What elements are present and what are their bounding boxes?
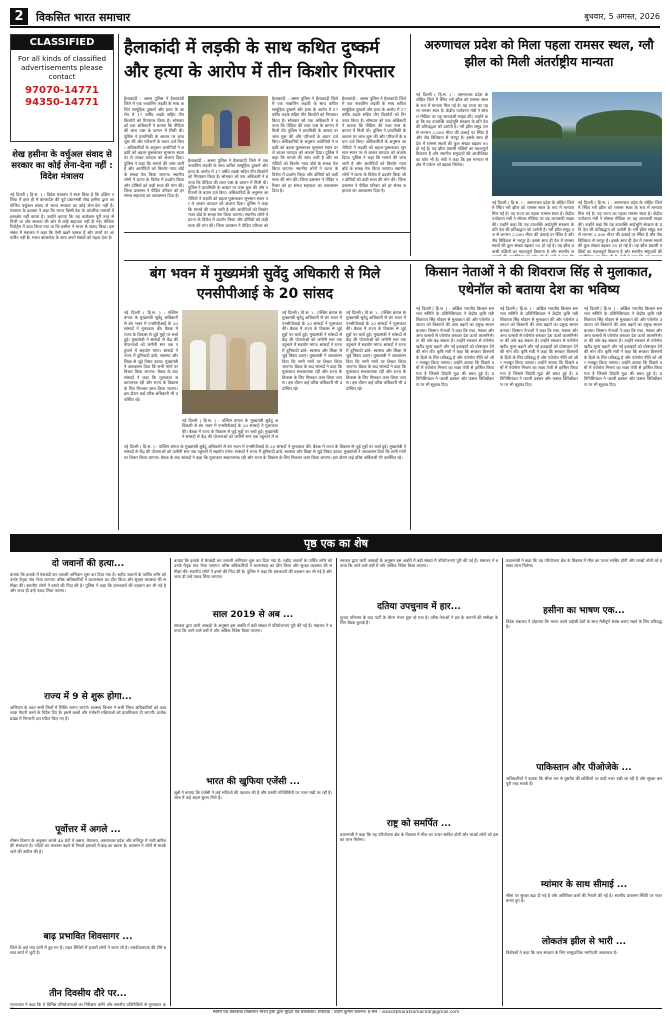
farmers-body-3: नई दिल्ली ( हि.स. ) : अखिल भारतीय किसान समन्वय समिति के प्रतिनिधिमंडल ने केंद्रीय कृषि मंत्री शिवराज सिंह चौहान से मुलाकात की और एथेनॉल उत्पादन को किसानों की आय बढ़ाने का प्रमुख साधन बताया। किसान नेताओं ने कहा कि गन्ना, मक्का और अन्य फसलों से एथेनॉल बनाकर देश ऊर्जा आत्मनिर्भरता की ओर बढ़ सकता है। उन्होंने सरकार से एथेनॉल खरीद मूल्य बढ़ाने और नई इकाइयों को प्रोत्साहन देने की मांग की। कृषि मंत्री ने कहा कि सरकार किसानों के हितों के लिए प्रतिबद्ध है और एथेनॉल नीति को और मजबूत किया जाएगा। उन्होंने बताया कि पिछले वर्षों में एथेनॉल मिश्रण का लक्ष्य तेजी से हासिल किया गया है जिससे विदेशी मुद्रा की बचत हुई है। प्रतिनिधिमंडल ने पराली प्रबंधन और फसल विविधीकरण पर भी सुझाव दिए। (584, 306, 662, 387)
column-rule (118, 34, 119, 530)
continuation-title: बाढ़ प्रभावित शिवसागर ... (43, 932, 133, 942)
left-story-headline: शेख हसीना के वर्चुअल संवाद से सरकार का कोई लेना-देना नहीं : विदेश मंत्रालय (11, 150, 113, 182)
continuation-title: राज्य में 9 से शुरू होगा... (44, 692, 132, 702)
issue-date: बुधवार, 5 अगस्त, 2026 (584, 12, 660, 21)
bengal-body: नई दिल्ली ( हि.स. ) : पश्चिम बंगाल के मुख्यमंत्री सुवेंदु अधिकारी से बंग भवन में एनसीपीआई के 20 सांसदों ने मुलाकात की। बैठक में राज्य के विकास से जुड़े मुद्दों पर चर्चा हुई। मुख्यमंत्री ने सांसदों से केंद्र की योजनाओं को जमीनी स्तर तक पहुंचाने में सहयोग मांगा। सांसदों ने राज्य में बुनियादी ढांचे, स्वास्थ्य और शिक्षा से जुड़े विषय उठाए। मुख्यमंत्री ने आश्वासन दिया कि सभी मांगों पर विचार किया जाएगा। बैठक के बाद सांसदों ने कहा कि मुलाकात सकारात्मक रही और राज्य के विकास के लिए मिलकर काम किया जाएगा। इस दौरान कई वरिष्ठ अधिकारी भी उपस्थित रहे। (124, 310, 178, 402)
continuation-body: अधिकारियों ने बताया कि सीमा पार से घुसपैठ की कोशिशों पर कड़ी नजर रखी जा रही है और सुरक्षा बल पूरी तरह सतर्क हैं। (506, 776, 662, 787)
bengal-meeting-photo (182, 310, 278, 414)
farmers-body-2: नई दिल्ली ( हि.स. ) : अखिल भारतीय किसान समन्वय समिति के प्रतिनिधिमंडल ने केंद्रीय कृषि मंत्री शिवराज सिंह चौहान से मुलाकात की और एथेनॉल उत्पादन को किसानों की आय बढ़ाने का प्रमुख साधन बताया। किसान नेताओं ने कहा कि गन्ना, मक्का और अन्य फसलों से एथेनॉल बनाकर देश ऊर्जा आत्मनिर्भरता की ओर बढ़ सकता है। उन्होंने सरकार से एथेनॉल खरीद मूल्य बढ़ाने और नई इकाइयों को प्रोत्साहन देने की मांग की। कृषि मंत्री ने कहा कि सरकार किसानों के हितों के लिए प्रतिबद्ध है और एथेनॉल नीति को और मजबूत किया जाएगा। उन्होंने बताया कि पिछले वर्षों में एथेनॉल मिश्रण का लक्ष्य तेजी से हासिल किया गया है जिससे विदेशी मुद्रा की बचत हुई है। प्रतिनिधिमंडल ने पराली प्रबंधन और फसल विविधीकरण पर भी सुझाव दिए। (500, 306, 578, 387)
column-rule (502, 558, 503, 1006)
ramsar-headline: अरुणाचल प्रदेश को मिला पहला रामसर स्थल, ग्लौ झील को मिली अंतर्राष्ट्रीय मान्यता (424, 37, 654, 69)
continuation-title: पाकिस्तान और पीओजेके ... (536, 763, 632, 773)
continuation-body: सीमा पर सुरक्षा बढ़ा दी गई है और अतिरिक्त बलों की तैनाती की गई है। स्थानीय प्रशासन स्थिति पर नजर बनाए हुए है। (506, 893, 662, 904)
bengal-body-3: नई दिल्ली ( हि.स. ) : पश्चिम बंगाल के मुख्यमंत्री सुवेंदु अधिकारी से बंग भवन में एनसीपीआई के 20 सांसदों ने मुलाकात की। बैठक में राज्य के विकास से जुड़े मुद्दों पर चर्चा हुई। मुख्यमंत्री ने सांसदों से केंद्र की योजनाओं को जमीनी स्तर तक पहुंचाने में सहयोग मांगा। सांसदों ने राज्य में बुनियादी ढांचे, स्वास्थ्य और शिक्षा से जुड़े विषय उठाए। मुख्यमंत्री ने आश्वासन दिया कि सभी मांगों पर विचार किया जाएगा। बैठक के बाद सांसदों ने कहा कि मुलाकात सकारात्मक रही और राज्य के विकास के लिए मिलकर काम किया जाएगा। इस दौरान कई वरिष्ठ अधिकारी भी उपस्थित रहे। (346, 310, 406, 391)
page-number: 2 (10, 8, 28, 25)
continuation-title: हसीना का भाषण एक... (543, 606, 625, 616)
continuation-title: दतिया उपचुनाव में हार... (377, 602, 461, 612)
banner-label: पृष्ठ एक का शेष (304, 537, 368, 550)
continuation-body: सूत्रों ने बताया कि एजेंसी ने कई संदिग्धों की पहचान की है और उनकी गतिविधियों पर नजर रखी जा रही है। जांच में कई अहम सुराग मिले हैं। (174, 790, 332, 801)
ramsar-lake-photo (492, 92, 662, 196)
left-story-body: नई दिल्ली ( हि.स. ) : विदेश मंत्रालय ने स्पष्ट किया है कि दक्षिण एशिया में हाल ही में बांग्लादेश की पूर्व प्रधानमंत्री शेख हसीना द्वारा आयोजित वर्चुअल संवाद से भारत सरकार का कोई लेना-देना नहीं है। मंत्रालय के प्रवक्ता ने कहा कि भारत किसी देश के आंतरिक मामलों में हस्तक्षेप नहीं करता है। उन्होंने बताया कि यह कार्यक्रम पूरी तरह से निजी था और सरकार की ओर से कोई सहायता नहीं दी गई। मीडिया रिपोर्ट्स में दावा किया गया था कि हसीना ने भारत से संवाद किया। इस संबंध में मंत्रालय ने कहा कि ऐसी खबरें भ्रामक हैं और तथ्यों पर आधारित नहीं हैं। भारत बांग्लादेश के साथ अपने संबंधों को महत्व देता है। (10, 192, 114, 241)
column-rule (410, 264, 411, 530)
continuation-body: राज्यपाल ने कहा कि वे विभिन्न परियोजनाओं का निरीक्षण करेंगे और स्थानीय प्रतिनिधियों से मुलाकात क (10, 1002, 166, 1007)
column-rule (170, 558, 171, 1006)
bengal-headline: बंग भवन में मुख्यमंत्री सुवेंदु अधिकारी से मिले एनसीपीआई के 20 सांसद (149, 266, 381, 302)
classified-box (10, 34, 114, 142)
continuation-body: चुनाव परिणाम के बाद पार्टी के भीतर मंथन शुरू हो गया है। वरिष्ठ नेताओं ने हार के कारणों की समीक्षा के लिए बैठक बुलाई है। (340, 615, 498, 626)
farmers-headline: किसान नेताओं ने की शिवराज सिंह से मुलाकात, एथेनॉल को बताया देश का भविष्य (425, 265, 653, 298)
continuation-banner (10, 534, 662, 552)
section-rule (124, 260, 662, 261)
classified-phone-1: 97070-14771 (25, 85, 99, 96)
footer-rule (10, 1008, 662, 1009)
continuation-title: राष्ट्र को समर्पित ... (386, 819, 452, 829)
bengal-body-2: नई दिल्ली ( हि.स. ) : पश्चिम बंगाल के मुख्यमंत्री सुवेंदु अधिकारी से बंग भवन में एनसीपीआई के 20 सांसदों ने मुलाकात की। बैठक में राज्य के विकास से जुड़े मुद्दों पर चर्चा हुई। मुख्यमंत्री ने सांसदों से केंद्र की योजनाओं को जमीनी स्तर तक पहुंचाने में सहयोग मांगा। सांसदों ने राज्य में बुनियादी ढांचे, स्वास्थ्य और शिक्षा से जुड़े विषय उठाए। मुख्यमंत्री ने आश्वासन दिया कि सभी मांगों पर विचार किया जाएगा। बैठक के बाद सांसदों ने कहा कि मुलाकात सकारात्मक रही और राज्य के विकास के लिए मिलकर काम किया जाएगा। इस दौरान कई वरिष्ठ अधिकारी भी उपस्थित रहे। (282, 310, 342, 391)
ramsar-body: नई दिल्ली ( हि.स. ) : अरुणाचल प्रदेश के लोहित जिले में स्थित ग्लौ झील को रामसर स्थल के रूप में मान्यता मिल गई है। यह राज्य का पहला रामसर स्थल है। केंद्रीय पर्यावरण मंत्री ने सोशल मीडिया पर यह जानकारी साझा की। उन्होंने कहा कि यह उपलब्धि आर्द्रभूमि संरक्षण के प्रति देश की प्रतिबद्धता को दर्शाती है। ग्लौ झील समुद्र तल से लगभग 2,500 मीटर की ऊंचाई पर स्थित है और जैव विविधता से भरपूर है। इसके साथ ही देश में रामसर स्थलों की कुल संख्या बढ़कर 95 हो गई है। यह झील प्रवासी पक्षियों का महत्वपूर्ण ठिकाना है और स्थानीय समुदायों की आजीविका का स्रोत भी है। मंत्री ने कहा कि इस मान्यता से क्षेत्र में पर्यटन को बढ़ावा मिलेगा। (416, 92, 488, 168)
masthead (10, 6, 660, 28)
bengal-body-4: नई दिल्ली ( हि.स. ) : पश्चिम बंगाल के मुख्यमंत्री सुवेंदु अधिकारी से बंग भवन में एनसीपीआई के 20 सांसदों ने मुलाकात की। बैठक में राज्य के विकास से जुड़े मुद्दों पर चर्चा हुई। मुख्यमंत्री ने सांसदों से केंद्र की योजनाओं को जमीनी स्तर तक पहुंचाने में स (182, 418, 278, 440)
continuation-column-1 (10, 558, 166, 1008)
continuation-body: विदेश मंत्रालय ने दोहराया कि भारत अपने पड़ोसी देशों के साथ मैत्रीपूर्ण संबंध बनाए रखने के लिए प्रतिबद्ध है। (506, 619, 662, 630)
bengal-body-5: नई दिल्ली ( हि.स. ) : पश्चिम बंगाल के मुख्यमंत्री सुवेंदु अधिकारी से बंग भवन में एनसीपीआई के 20 सांसदों ने मुलाकात की। बैठक में राज्य के विकास से जुड़े मुद्दों पर चर्चा हुई। मुख्यमंत्री ने सांसदों से केंद्र की योजनाओं को जमीनी स्तर तक पहुंचाने में सहयोग मांगा। सांसदों ने राज्य में बुनियादी ढांचे, स्वास्थ्य और शिक्षा से जुड़े विषय उठाए। मुख्यमंत्री ने आश्वासन दिया कि सभी मांगों पर विचार किया जाएगा। बैठक के बाद सांसदों ने कहा कि मुलाकात सकारात्मक रही और राज्य के विकास के लिए मिलकर काम किया जाएगा। इस दौरान कई वरिष्ठ अधिकारी भी उपस्थित रहे। (124, 444, 406, 460)
continuation-body: विशेषज्ञों ने कहा कि जल संरक्षण के लिए सामुदायिक भागीदारी आवश्यक है। (506, 950, 618, 955)
classified-text: For all kinds of classified advertisements please contact (17, 54, 107, 81)
continuation-column-4 (506, 558, 662, 1008)
ramsar-body-3: नई दिल्ली ( हि.स. ) : अरुणाचल प्रदेश के लोहित जिले में स्थित ग्लौ झील को रामसर स्थल के रूप में मान्यता मिल गई है। यह राज्य का पहला रामसर स्थल है। केंद्रीय पर्यावरण मंत्री ने सोशल मीडिया पर यह जानकारी साझा की। उन्होंने कहा कि यह उपलब्धि आर्द्रभूमि संरक्षण के प्रति देश की प्रतिबद्धता को दर्शाती है। ग्लौ झील समुद्र तल से लगभग 2,500 मीटर की ऊंचाई पर स्थित है और जैव विविधता से भरपूर है। इसके साथ ही देश में रामसर स्थलों की कुल संख्या बढ़कर 95 हो गई है। यह झील प्रवासी पक्षियों का महत्वपूर्ण ठिकाना है और स्थानीय समुदायों की (578, 200, 662, 254)
main-story-body-3: हैलाकांदी : असम पुलिस ने हैलाकांदी जिले में एक नाबालिग लड़की के साथ कथित सामूहिक दुष्कर्म और हत्या के आरोप में 17 वर्षीय लड़के सहित तीन किशोरों को गिरफ्तार किया है। सोमवार को एक अधिकारी ने बताया कि पीड़िता की लाश पास के बागान में मिली थी। पुलिस ने प्राथमिकी के आधार पर जांच शुरू की और परिजनों के बयान दर्ज किए। अधिकारियों के अनुसार आरोपियों ने लड़की को बहला-फुसलाकर सुनसान स्थान पर ले जाकर वारदात को अंजाम दिया। पुलिस ने कहा कि मामले की जांच जारी है और आरोपियों को किशोर न्याय बोर्ड के समक्ष पेश किया जाएगा। स्थानीय लोगों ने घटना के विरोध में प्रदर्शन किया और दोषियों को कड़ी सजा की मांग की। जिला प्रशासन ने पीड़ित परिवार को हर संभव सहायता का आश्वासन दिया है। (272, 96, 338, 193)
continuation-column-3 (340, 558, 498, 1008)
column-rule (410, 34, 411, 256)
continuation-body: सरकार द्वारा जारी आंकड़ों के अनुसार इस अवधि में बड़ी संख्या में परियोजनाएं पूरी की गई हैं। मंत्रालय ने बताया कि आने वाले वर्षों में और अधिक निवेश किया जाएगा। (174, 623, 332, 634)
continuation-column-2 (174, 558, 332, 1008)
continuation-title: म्यांमार के साथ सीमाई ... (540, 880, 628, 890)
continuation-body: सरकार द्वारा जारी आंकड़ों के अनुसार इस अवधि में बड़ी संख्या में परियोजनाएं पूरी की गई हैं। मंत्रालय ने बताया कि आने वाले वर्षों में और अधिक निवेश किया जाएगा। (340, 558, 498, 569)
paper-name: विकसित भारत समाचार (36, 11, 131, 24)
main-story-body-4: हैलाकांदी : असम पुलिस ने हैलाकांदी जिले में एक नाबालिग लड़की के साथ कथित सामूहिक दुष्कर्म और हत्या के आरोप में 17 वर्षीय लड़के सहित तीन किशोरों को गिरफ्तार किया है। सोमवार को एक अधिकारी ने बताया कि पीड़िता की लाश पास के बागान में मिली थी। पुलिस ने प्राथमिकी के आधार पर जांच शुरू की और परिजनों के बयान दर्ज किए। अधिकारियों के अनुसार आरोपियों ने लड़की को बहला-फुसलाकर सुनसान स्थान पर ले जाकर वारदात को अंजाम दिया। पुलिस ने कहा कि मामले की जांच जारी है और आरोपियों को किशोर न्याय बोर्ड के समक्ष पेश किया जाएगा। स्थानीय लोगों ने घटना के विरोध में प्रदर्शन किया और दोषियों को कड़ी सजा की मांग की। जिला प्रशासन ने पीड़ित परिवार को हर संभव सहायता का आश्वासन दिया है। (342, 96, 406, 193)
main-story-body: हैलाकांदी : असम पुलिस ने हैलाकांदी जिले में एक नाबालिग लड़की के साथ कथित सामूहिक दुष्कर्म और हत्या के आरोप में 17 वर्षीय लड़के सहित तीन किशोरों को गिरफ्तार किया है। सोमवार को एक अधिकारी ने बताया कि पीड़िता की लाश पास के बागान में मिली थी। पुलिस ने प्राथमिकी के आधार पर जांच शुरू की और परिजनों के बयान दर्ज किए। अधिकारियों के अनुसार आरोपियों ने लड़की को बहला-फुसलाकर सुनसान स्थान पर ले जाकर वारदात को अंजाम दिया। पुलिस ने कहा कि मामले की जांच जारी है और आरोपियों को किशोर न्याय बोर्ड के समक्ष पेश किया जाएगा। स्थानीय लोगों ने घटना के विरोध में प्रदर्शन किया और दोषियों को कड़ी सजा की मांग की। जिला प्रशासन ने पीड़ित परिवार को हर संभव सहायता का आश्वासन दिया है। (124, 96, 184, 199)
continuation-body: मौसम विभाग के अनुसार अगले 48 घंटों में असम, मेघालय, अरुणाचल प्रदेश और मणिपुर में भारी बारिश की संभावना है। नदियों का जलस्तर बढ़ने से निचले इलाकों में बाढ़ का खतरा है। प्रशासन ने लोगों से सतर्क रहने की अपील की है। (10, 838, 166, 854)
continuation-title: भारत की खुफिया एजेंसी ... (206, 777, 300, 787)
continuation-body: बताया कि इलाके में घेराबंदी कर तलाशी अभियान शुरू कर दिया गया है। शहीद जवानों के पार्थिव शरीर को उनके पैतृक गांव भेजा जाएगा। वरिष्ठ अधिकारियों ने घटनास्थल का दौरा किया और सुरक्षा व्यवस्था की समीक्षा की। स्थानीय लोगों ने हमले की निंदा की है। पुलिस ने कहा कि हमलावरों की पहचान कर ली गई है और जल्द ही उन्हें पकड़ लिया जाएगा। (174, 558, 332, 580)
main-story-photo (188, 96, 268, 154)
farmers-body: नई दिल्ली ( हि.स. ) : अखिल भारतीय किसान समन्वय समिति के प्रतिनिधिमंडल ने केंद्रीय कृषि मंत्री शिवराज सिंह चौहान से मुलाकात की और एथेनॉल उत्पादन को किसानों की आय बढ़ाने का प्रमुख साधन बताया। किसान नेताओं ने कहा कि गन्ना, मक्का और अन्य फसलों से एथेनॉल बनाकर देश ऊर्जा आत्मनिर्भरता की ओर बढ़ सकता है। उन्होंने सरकार से एथेनॉल खरीद मूल्य बढ़ाने और नई इकाइयों को प्रोत्साहन देने की मांग की। कृषि मंत्री ने कहा कि सरकार किसानों के हितों के लिए प्रतिबद्ध है और एथेनॉल नीति को और मजबूत किया जाएगा। उन्होंने बताया कि पिछले वर्षों में एथेनॉल मिश्रण का लक्ष्य तेजी से हासिल किया गया है जिससे विदेशी मुद्रा की बचत हुई है। प्रतिनिधिमंडल ने पराली प्रबंधन और फसल विविधीकरण पर भी सुझाव दिए। (416, 306, 494, 387)
footer-imprint: स्वामी एवं प्रकाशक विकसित भारत ट्रस्ट द्वारा मुद्रित एवं प्रकाशित। संपादक : प्रदीप कुमार बल्लभ। ई-मेल : vikasitbharatsamachar@gmail.com (212, 1010, 460, 1015)
continuation-title: लोकतंत्र झील से भारी ... (541, 937, 627, 947)
continuation-title: तीन दिवसीय दौरे पर... (49, 989, 127, 999)
main-story-body-2: हैलाकांदी : असम पुलिस ने हैलाकांदी जिले में एक नाबालिग लड़की के साथ कथित सामूहिक दुष्कर्म और हत्या के आरोप में 17 वर्षीय लड़के सहित तीन किशोरों को गिरफ्तार किया है। सोमवार को एक अधिकारी ने बताया कि पीड़िता की लाश पास के बागान में मिली थी। पुलिस ने प्राथमिकी के आधार पर जांच शुरू की और परिजनों के बयान दर्ज किए। अधिकारियों के अनुसार आरोपियों ने लड़की को बहला-फुसलाकर सुनसान स्थान पर ले जाकर वारदात को अंजाम दिया। पुलिस ने कहा कि मामले की जांच जारी है और आरोपियों को किशोर न्याय बोर्ड के समक्ष पेश किया जाएगा। स्थानीय लोगों ने घटना के विरोध में प्रदर्शन किया और दोषियों को कड़ी सजा की मांग की। जिला प्रशासन ने पीड़ित परिवार को (188, 158, 268, 228)
continuation-title: दो जवानों की हत्या... (51, 559, 125, 569)
column-rule (336, 558, 337, 1006)
section-rule (124, 232, 410, 233)
continuation-body: प्रधानमंत्री ने कहा कि यह परियोजना क्षेत्र के विकास में मील का पत्थर साबित होगी और लाखों लोगों को इसका लाभ मिलेगा। (340, 832, 498, 843)
continuation-body: प्रधानमंत्री ने कहा कि यह परियोजना क्षेत्र के विकास में मील का पत्थर साबित होगी और लाखों लोगों को इसका लाभ मिलेगा। (506, 558, 662, 569)
continuation-title: पूर्वोत्तर में अगले ... (55, 825, 121, 835)
continuation-body: जिले के कई गांव पानी में डूब गए हैं। राहत शिविरों में हजारों लोगों ने शरण ली है। एसडीआरएफ की टीमें बचाव कार्य में जुटी हैं। (10, 945, 166, 956)
continuation-title: साल 2019 से अब ... (212, 610, 294, 620)
continuation-body: बताया कि इलाके में घेराबंदी कर तलाशी अभियान शुरू कर दिया गया है। शहीद जवानों के पार्थिव शरीर को उनके पैतृक गांव भेजा जाएगा। वरिष्ठ अधिकारियों ने घटनास्थल का दौरा किया और सुरक्षा व्यवस्था की समीक्षा की। स्थानीय लोगों ने हमले की निंदा की है। पुलिस ने कहा कि हमलावरों की पहचान कर ली गई है और जल्द ही उन्हें पकड़ लिया जाएगा। (10, 572, 166, 594)
classified-phone-2: 94350-14771 (25, 97, 99, 108)
continuation-body: अभियान के तहत सभी जिलों में शिविर लगाए जाएंगे। स्वास्थ्य विभाग ने सभी जिला अधिकारियों को आवश्यक तैयारी करने के निर्देश दिए हैं। इसमें बच्चों और गर्भवती महिलाओं को प्राथमिकता दी जाएगी। प्रत्येक प्रखंड में निगरानी दल गठित किए गए हैं। (10, 705, 166, 721)
classified-title: CLASSIFIED (11, 35, 113, 50)
main-story-headline: हैलाकांदी में लड़की के साथ कथित दुष्कर्म और हत्या के आरोप में तीन किशोर गिरफ्तार (124, 38, 395, 82)
ramsar-body-2: नई दिल्ली ( हि.स. ) : अरुणाचल प्रदेश के लोहित जिले में स्थित ग्लौ झील को रामसर स्थल के रूप में मान्यता मिल गई है। यह राज्य का पहला रामसर स्थल है। केंद्रीय पर्यावरण मंत्री ने सोशल मीडिया पर यह जानकारी साझा की। उन्होंने कहा कि यह उपलब्धि आर्द्रभूमि संरक्षण के प्रति देश की प्रतिबद्धता को दर्शाती है। ग्लौ झील समुद्र तल से लगभग 2,500 मीटर की ऊंचाई पर स्थित है और जैव विविधता से भरपूर है। इसके साथ ही देश में रामसर स्थलों की कुल संख्या बढ़कर 95 हो गई है। यह झील प्रवासी पक्षियों का महत्वपूर्ण ठिकाना है और स्थानीय स (492, 200, 574, 254)
